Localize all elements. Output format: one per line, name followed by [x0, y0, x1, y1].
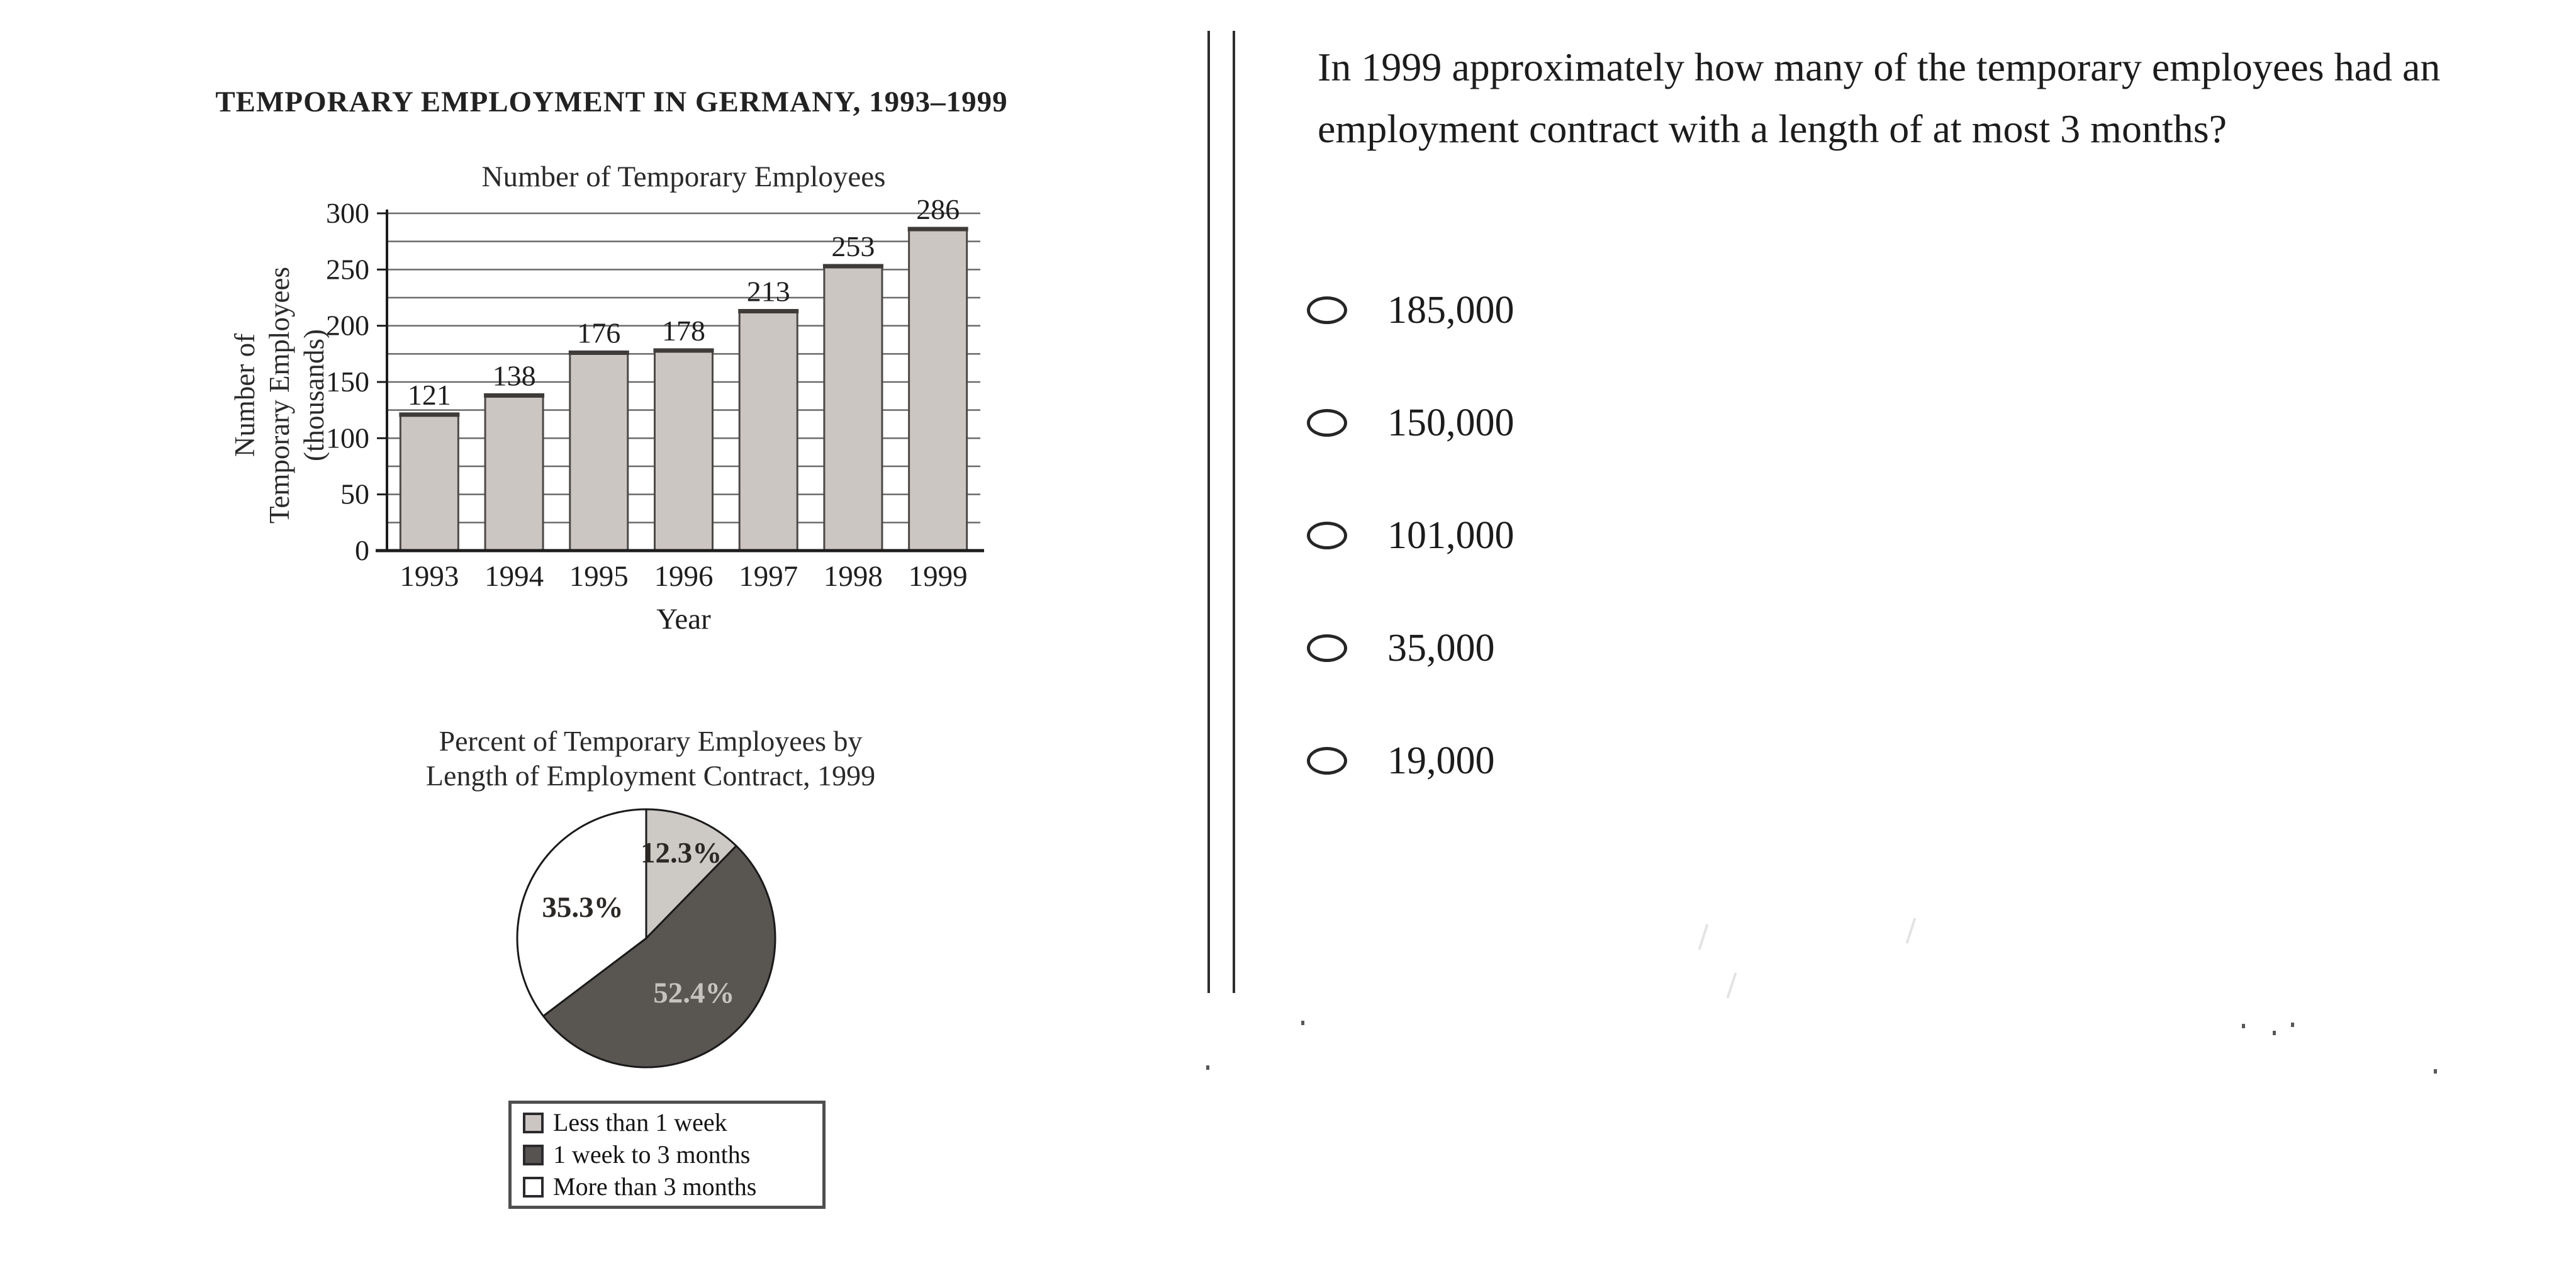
- radio-button[interactable]: [1307, 296, 1347, 324]
- answer-option[interactable]: [1307, 738, 1515, 783]
- legend-label: 1 week to 3 months: [553, 1140, 751, 1169]
- scan-artifact: [1727, 972, 1737, 998]
- svg-text:50: 50: [340, 478, 369, 510]
- y-axis-label-line: Number of: [229, 333, 260, 457]
- svg-text:300: 300: [326, 197, 369, 229]
- bar-chart-title: Number of Temporary Employees: [481, 160, 886, 193]
- svg-text:178: 178: [662, 314, 705, 347]
- svg-text:1997: 1997: [739, 560, 798, 593]
- legend-label: More than 3 months: [553, 1172, 757, 1201]
- legend-item: [523, 1109, 811, 1136]
- legend-swatch-more-than-3-months: [523, 1177, 544, 1198]
- answer-option[interactable]: [1307, 626, 1515, 671]
- svg-text:Year: Year: [656, 603, 711, 632]
- svg-text:200: 200: [326, 309, 369, 342]
- svg-text:1998: 1998: [823, 560, 883, 593]
- scan-artifact: [1206, 1065, 1209, 1070]
- svg-text:150: 150: [326, 366, 369, 398]
- bar-chart: [201, 192, 988, 632]
- option-label: 150,000: [1387, 401, 1515, 444]
- scan-artifact: [1906, 917, 1917, 943]
- svg-text:1994: 1994: [484, 560, 544, 593]
- pie-legend: [508, 1101, 826, 1209]
- divider-line: [1233, 31, 1235, 993]
- svg-text:286: 286: [916, 193, 960, 226]
- legend-label: Less than 1 week: [553, 1108, 727, 1136]
- scan-artifact: [1698, 924, 1709, 950]
- pie-title-line: Percent of Temporary Employees by: [439, 725, 863, 757]
- svg-text:1995: 1995: [569, 560, 629, 593]
- legend-item: [523, 1142, 811, 1168]
- svg-text:250: 250: [326, 253, 369, 286]
- svg-text:35.3%: 35.3%: [542, 890, 624, 924]
- option-label: 185,000: [1387, 288, 1515, 332]
- divider-line: [1207, 31, 1210, 993]
- svg-text:1993: 1993: [400, 560, 459, 593]
- scan-artifact: [2434, 1069, 2437, 1074]
- svg-text:121: 121: [407, 378, 451, 411]
- svg-text:0: 0: [355, 534, 369, 566]
- scan-artifact: [1301, 1021, 1304, 1025]
- radio-button[interactable]: [1307, 747, 1347, 775]
- pie-chart-title: [399, 724, 902, 793]
- svg-text:1996: 1996: [654, 560, 714, 593]
- svg-text:52.4%: 52.4%: [653, 977, 735, 1010]
- radio-button[interactable]: [1307, 522, 1347, 549]
- option-label: 19,000: [1387, 739, 1495, 782]
- radio-button[interactable]: [1307, 634, 1347, 662]
- scan-artifact: [2291, 1023, 2294, 1027]
- answer-option[interactable]: [1307, 513, 1515, 558]
- y-axis-label-line: (thousands): [298, 329, 330, 461]
- svg-text:12.3%: 12.3%: [641, 836, 722, 870]
- answer-option[interactable]: [1307, 288, 1515, 333]
- svg-text:1999: 1999: [908, 560, 968, 593]
- svg-text:253: 253: [831, 230, 875, 262]
- answer-options: [1307, 288, 1515, 783]
- scan-artifact: [2273, 1031, 2276, 1035]
- svg-text:213: 213: [746, 275, 790, 308]
- answer-option[interactable]: [1307, 400, 1515, 446]
- legend-swatch-less-than-1-week: [523, 1113, 544, 1133]
- question-text: In 1999 approximately how many of the temporary employees had an employment contract with a length of at most 3 months?: [1318, 45, 2441, 151]
- svg-text:100: 100: [326, 422, 369, 454]
- option-label: 101,000: [1387, 513, 1515, 557]
- pie-title-line: Length of Employment Contract, 1999: [425, 760, 876, 792]
- figure-title: TEMPORARY EMPLOYMENT IN GERMANY, 1993–1999: [215, 86, 1008, 119]
- svg-text:138: 138: [492, 359, 536, 392]
- y-axis-label-line: Temporary Employees: [264, 267, 295, 524]
- legend-swatch-1-week-to-3-months: [523, 1145, 544, 1165]
- legend-item: [523, 1174, 811, 1200]
- pie-chart: [478, 790, 818, 1098]
- scan-artifact: [2242, 1024, 2245, 1028]
- option-label: 35,000: [1387, 626, 1495, 670]
- radio-button[interactable]: [1307, 409, 1347, 437]
- svg-text:176: 176: [577, 317, 621, 349]
